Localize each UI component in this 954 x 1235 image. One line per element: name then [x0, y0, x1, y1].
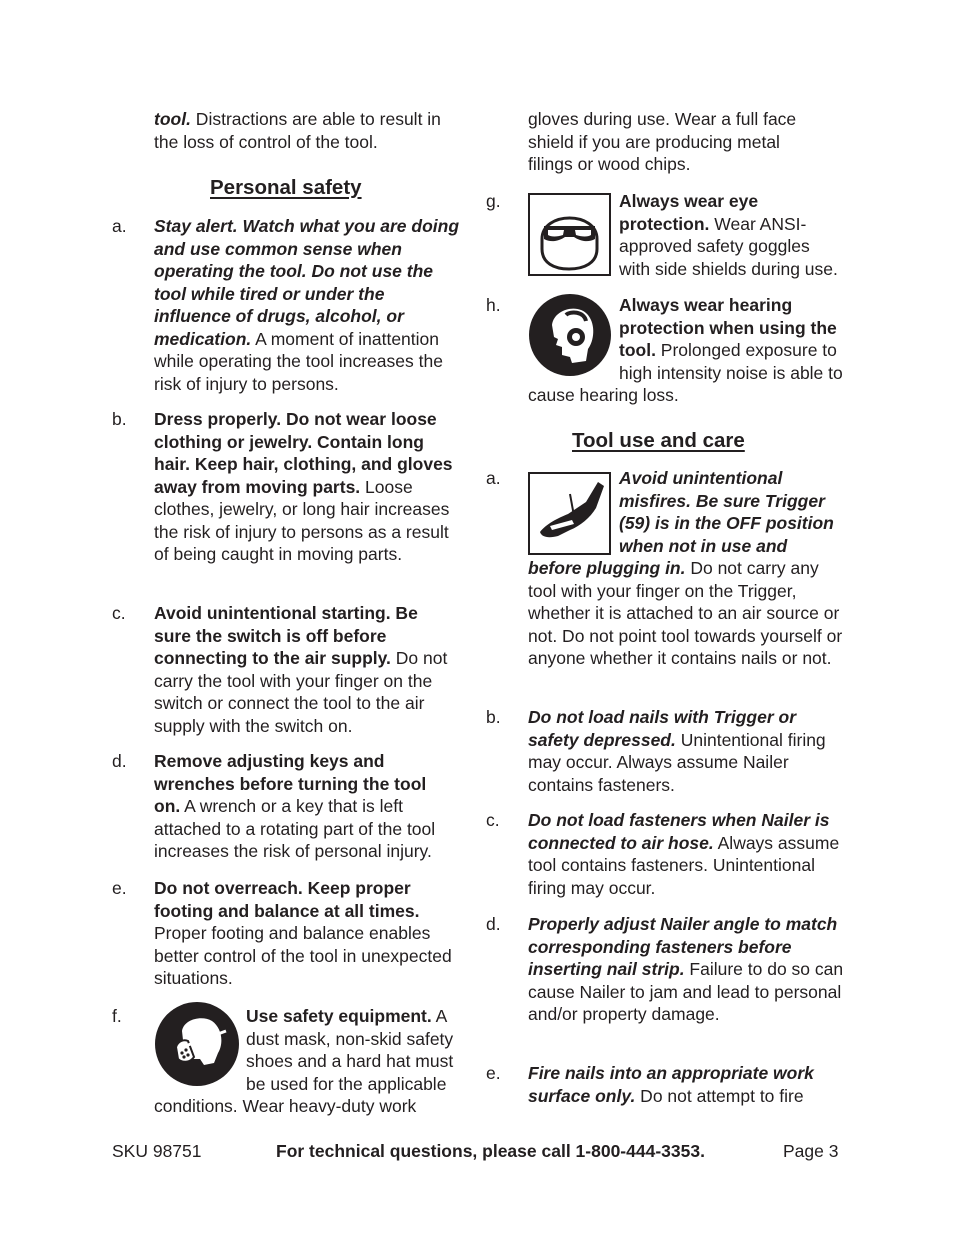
safety-item-remove-keys: Remove adjusting keys and wrenches before turning the tool on. A wrench or a key that is left attached to a rotating part of the tool increases the risk of personal injury.: [154, 751, 436, 861]
section-heading-tool-use-and-care: Tool use and care: [572, 429, 745, 452]
item-label: c.: [112, 603, 126, 623]
item-label: a.: [112, 216, 127, 236]
left-intro: tool. Distractions are able to result in the loss of control of the tool.: [154, 109, 441, 152]
care-item-air-hose: Do not load fasteners when Nailer is connected to air hose. Always assume tool contains fasteners. Unintentional firing may occur.: [528, 810, 840, 898]
care-item-adjust-angle: Properly adjust Nailer angle to match corresponding fasteners before inserting nail strip. Failure to do so can cause Nailer to jam and lead to personal and/or property damage.: [528, 914, 844, 1024]
item-label: a.: [486, 468, 501, 488]
safety-item-eye-protection: Always wear eye protection. Wear ANSI-approved safety goggles with side shields during use.: [619, 191, 838, 279]
safety-item-safety-equipment: Use safety equipment. A dust mask, non-skid safety shoes and a hard hat must be used for the applicable conditions. Wear heavy-duty work: [154, 1006, 454, 1116]
footer-page-number: Page 3: [783, 1141, 839, 1161]
item-label: f.: [112, 1006, 122, 1026]
care-item-work-surface: Fire nails into an appropriate work surface only. Do not attempt to fire: [528, 1063, 814, 1106]
item-label: b.: [112, 409, 127, 429]
safety-item-avoid-starting: Avoid unintentional starting. Be sure the switch is off before connecting to the air supply. Do not carry the tool with your finger on the switch or connect the tool to the air supply with the switch on.: [154, 603, 448, 736]
safety-item-hearing-protection: Always wear hearing protection when using the tool. Prolonged exposure to high intensity noise is able to cause hearing loss.: [528, 295, 843, 405]
safety-item-stay-alert: Stay alert. Watch what you are doing and use common sense when operating the tool. Do not use the tool while tired or under the influence of drugs, alcohol, or medication. A moment of inattention while operating the tool increases the risk of injury to persons.: [154, 216, 460, 394]
item-label: e.: [486, 1063, 501, 1083]
care-item-trigger-depressed: Do not load nails with Trigger or safety depressed. Unintentional firing may occur. Always assume Nailer contains fasteners.: [528, 707, 826, 795]
item-label: d.: [486, 914, 501, 934]
item-label: b.: [486, 707, 501, 727]
item-label: g.: [486, 191, 501, 211]
footer-contact: For technical questions, please call 1-800-444-3353.: [276, 1141, 705, 1161]
safety-item-dress-properly: Dress properly. Do not wear loose clothing or jewelry. Contain long hair. Keep hair, clothing, and gloves away from moving parts. Loose clothes, jewelry, or long hair increases the risk of injury to persons as a result of being caught in moving parts.: [154, 409, 453, 564]
section-heading-personal-safety: Personal safety: [210, 176, 362, 199]
item-label: d.: [112, 751, 127, 771]
footer-sku: SKU 98751: [112, 1141, 202, 1161]
item-label: e.: [112, 878, 127, 898]
safety-item-overreach: Do not overreach. Keep proper footing and balance at all times. Proper footing and balance enables better control of the tool in unexpected situations.: [154, 878, 452, 988]
safety-goggles-icon: [528, 193, 611, 276]
care-item-avoid-misfires: Avoid unintentional misfires. Be sure Trigger (59) is in the OFF position when not in use and before plugging in. Do not carry any tool with your finger on the Trigger, whether it is attached to an air source or not. Do not point tool towards yourself or anyone whether it contains nails or not.: [528, 468, 843, 668]
right-intro: gloves during use. Wear a full face shield if you are producing metal filings or wood chips.: [528, 109, 797, 174]
item-label: c.: [486, 810, 500, 830]
item-label: h.: [486, 295, 501, 315]
